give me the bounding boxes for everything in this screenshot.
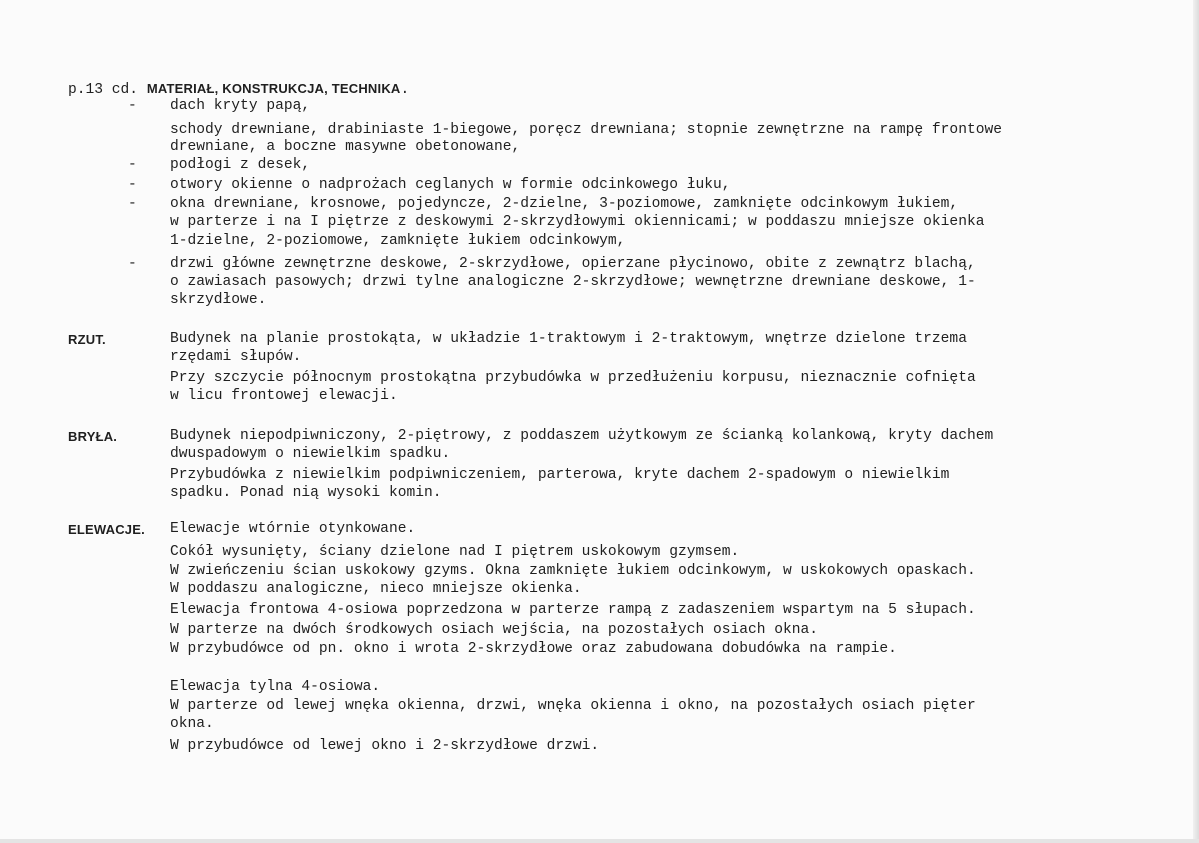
elewacje-line: W parterze od lewej wnęka okienna, drzwi, wnęka okienna i okno, na pozostałych osiach pięter [170, 698, 976, 714]
material-line: dach kryty papą, [170, 98, 311, 114]
rzut-line: w licu frontowej elewacji. [170, 388, 398, 404]
elewacje-line: Cokół wysunięty, ściany dzielone nad I piętrem uskokowym gzymsem. [170, 544, 740, 560]
material-line: drzwi główne zewnętrzne deskowe, 2-skrzydłowe, opierzane płycinowo, obite z zewnątrz blachą, [170, 256, 976, 272]
rzut-line: Przy szczycie północnym prostokątna przybudówka w przedłużeniu korpusu, nieznacznie cofnięta [170, 370, 976, 386]
scan-edge-bottom [0, 839, 1199, 843]
section-label-elewacje: ELEWACJE. [68, 522, 145, 537]
elewacje-line: Elewacja frontowa 4-osiowa poprzedzona w parterze rampą z zadaszeniem wspartym na 5 słupach. [170, 602, 976, 618]
elewacje-line: Elewacje wtórnie otynkowane. [170, 521, 416, 537]
rzut-line: rzędami słupów. [170, 349, 302, 365]
list-bullet: - [128, 157, 137, 173]
elewacje-line: W przybudówce od pn. okno i wrota 2-skrzydłowe oraz zabudowana dobudówka na rampie. [170, 641, 897, 657]
bryla-line: dwuspadowym o niewielkim spadku. [170, 446, 451, 462]
list-bullet: - [128, 256, 137, 272]
list-bullet: - [128, 177, 137, 193]
material-line: drewniane, a boczne masywne obetonowane, [170, 139, 521, 155]
elewacje-line: okna. [170, 716, 214, 732]
elewacje-line: W parterze na dwóch środkowych osiach wejścia, na pozostałych osiach okna. [170, 622, 819, 638]
material-line: podłogi z desek, [170, 157, 311, 173]
bryla-line: spadku. Ponad nią wysoki komin. [170, 485, 442, 501]
material-line: otwory okienne o nadprożach ceglanych w formie odcinkowego łuku, [170, 177, 731, 193]
list-bullet: - [128, 98, 137, 114]
section-title-end: . [400, 82, 410, 98]
elewacje-line: W zwieńczeniu ścian uskokowy gzyms. Okna zamknięte łukiem odcinkowym, w uskokowych opaskach. [170, 563, 976, 579]
page-number: p.13 cd. [68, 82, 139, 98]
material-line: okna drewniane, krosnowe, pojedyncze, 2-dzielne, 3-poziomowe, zamknięte odcinkowym łukiem, [170, 196, 959, 212]
elewacje-line: Elewacja tylna 4-osiowa. [170, 679, 381, 695]
material-line: w parterze i na I piętrze z deskowymi 2-skrzydłowymi okiennicami; w poddaszu mniejsze okienka [170, 214, 985, 230]
section-label-bryla: BRYŁA. [68, 429, 118, 444]
elewacje-line: W poddaszu analogiczne, nieco mniejsze okienka. [170, 581, 582, 597]
rzut-line: Budynek na planie prostokąta, w układzie 1-traktowym i 2-traktowym, wnętrze dzielone trzema [170, 331, 967, 347]
material-line: schody drewniane, drabiniaste 1-biegowe, poręcz drewniana; stopnie zewnętrzne na rampę frontowe [170, 122, 1002, 138]
material-line: 1-dzielne, 2-poziomowe, zamknięte łukiem odcinkowym, [170, 233, 626, 249]
scan-edge-right [1193, 0, 1199, 843]
page-header [68, 80, 409, 99]
section-title: MATERIAŁ, KONSTRUKCJA, TECHNIKA [146, 81, 401, 96]
list-bullet: - [128, 196, 137, 212]
bryla-line: Budynek niepodpiwniczony, 2-piętrowy, z poddaszem użytkowym ze ścianką kolankową, kryty dachem [170, 428, 994, 444]
elewacje-line: W przybudówce od lewej okno i 2-skrzydłowe drzwi. [170, 738, 600, 754]
section-label-rzut: RZUT. [68, 332, 106, 347]
bryla-line: Przybudówka z niewielkim podpiwniczeniem, parterowa, kryte dachem 2-spadowym o niewielkim [170, 467, 950, 483]
material-line: o zawiasach pasowych; drzwi tylne analogiczne 2-skrzydłowe; wewnętrzne drewniane deskowe, 1- [170, 274, 976, 290]
material-line: skrzydłowe. [170, 292, 267, 308]
